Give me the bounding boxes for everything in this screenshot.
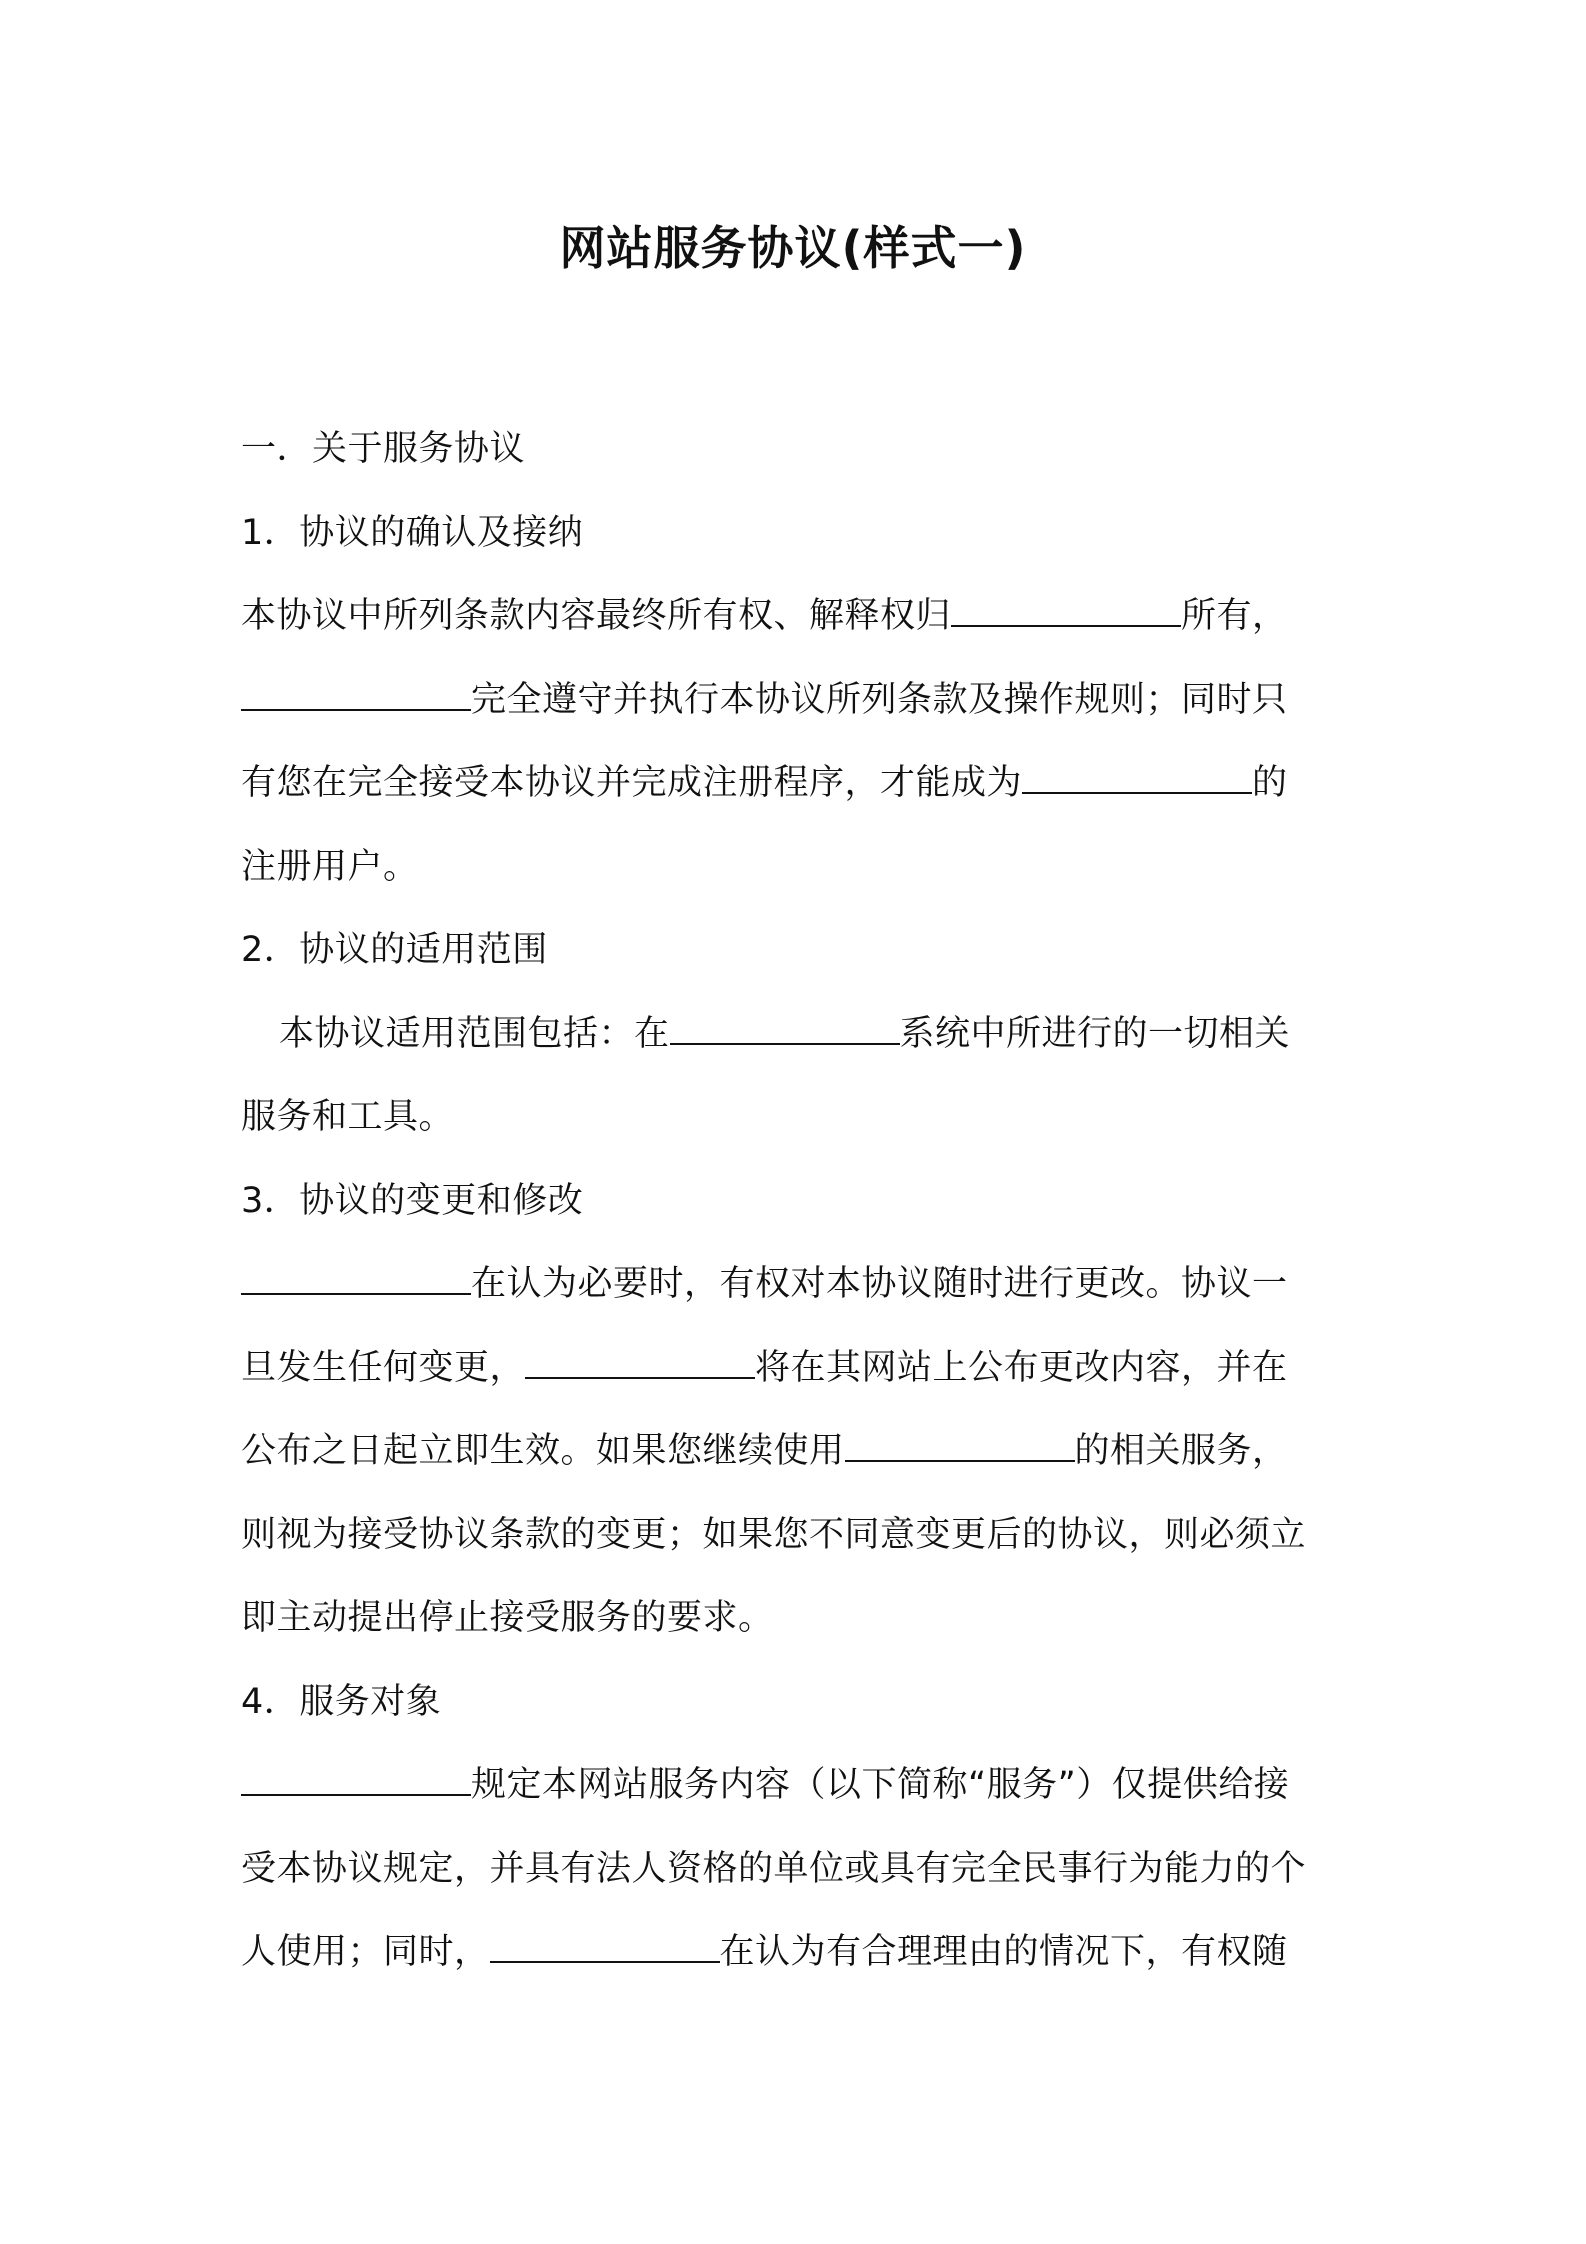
paragraph-line [241,993,1361,1077]
paragraph-line [241,1911,1361,1995]
text-segment: 在认为必要时，有权对本协议随时进行更改。协议一 [471,1264,1288,1304]
fill-in-blank[interactable] [241,679,471,711]
text-segment: 完全遵守并执行本协议所列条款及操作规则；同时只 [471,679,1288,720]
text-segment: 规定本网站服务内容（以下简称“服务”）仅提供给接 [471,1765,1290,1805]
text-segment: 系统中所进行的一切相关 [899,1013,1291,1054]
fill-in-blank[interactable] [490,1931,720,1963]
paragraph-line [241,1243,1361,1327]
text-segment: 有您在完全接受本协议并完成注册程序，才能成为 [241,763,1023,803]
text-segment: 在认为有合理理由的情况下，有权随 [719,1932,1288,1972]
fill-in-blank[interactable] [525,1347,755,1379]
text-segment: 旦发生任何变更， [241,1347,526,1388]
paragraph-line [241,1327,1361,1411]
fill-in-blank[interactable] [670,1013,900,1045]
text-segment: 所有， [1181,596,1288,636]
paragraph-line [241,575,1351,659]
fill-in-blank[interactable] [845,1430,1075,1462]
subsection-heading: 3．协议的变更和修改 [241,1180,584,1221]
section-heading: 一．关于服务协议 [241,429,526,469]
paragraph-line [241,1744,1361,1828]
text-segment: 本协议适用范围包括：在 [279,1013,670,1054]
document-body [241,408,1361,1995]
paragraph-line: 受本协议规定，并具有法人资格的单位或具有完全民事行为能力的个 [241,1848,1307,1889]
document-title: 网站服务协议(样式一) [559,221,1027,275]
text-segment: 的 [1252,763,1288,803]
fill-in-blank[interactable] [951,595,1181,627]
text-segment: 本协议中所列条款内容最终所有权、解释权归 [241,596,952,636]
paragraph-line: 注册用户。 [241,846,419,887]
text-segment: 的相关服务， [1074,1431,1288,1471]
fill-in-blank[interactable] [241,1263,471,1295]
subsection-heading: 2．协议的适用范围 [241,930,548,970]
paragraph-line: 则视为接受协议条款的变更；如果您不同意变更后的协议，则必须立 [241,1514,1307,1555]
paragraph-line [241,659,1361,743]
text-segment: 将在其网站上公布更改内容，并在 [755,1347,1288,1388]
text-segment: 人使用；同时， [241,1932,490,1972]
paragraph-line [241,1410,1361,1494]
paragraph-line: 即主动提出停止接受服务的要求。 [241,1598,774,1638]
text-segment: 公布之日起立即生效。如果您继续使用 [241,1431,845,1471]
subsection-heading: 4．服务对象 [241,1681,442,1722]
fill-in-blank[interactable] [1022,762,1252,794]
paragraph-line [241,742,1361,826]
subsection-heading: 1．协议的确认及接纳 [241,512,584,553]
paragraph-line: 服务和工具。 [241,1097,455,1137]
fill-in-blank[interactable] [241,1764,471,1796]
